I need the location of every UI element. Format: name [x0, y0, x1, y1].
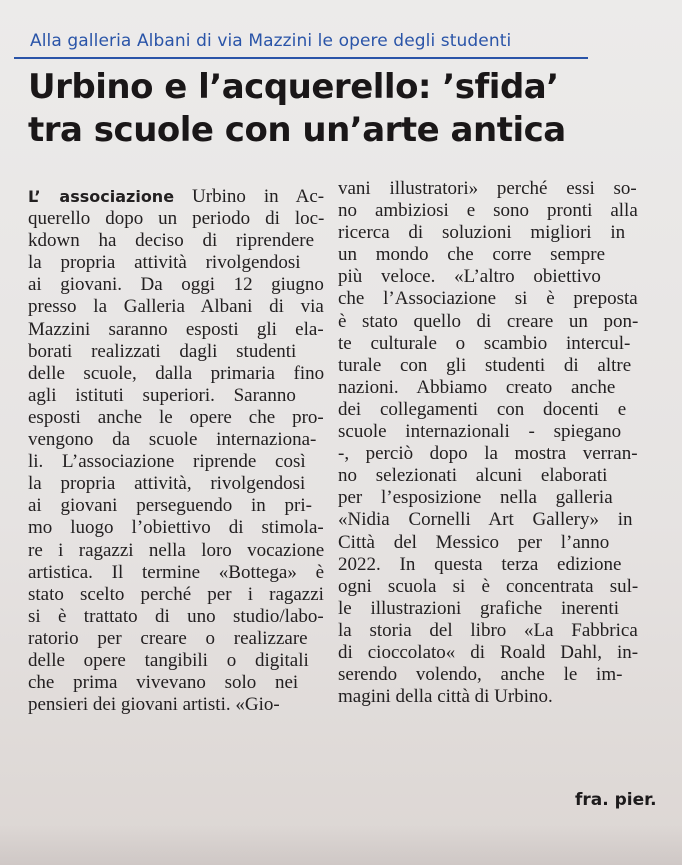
text-line: nazioni. Abbiamo creato anche	[338, 376, 616, 398]
text-line: Mazzini saranno esposti gli ela-	[28, 318, 324, 340]
text-line: un mondo che corre sempre	[338, 244, 606, 266]
text-line: delle scuole, dalla primaria fino	[28, 362, 325, 384]
text-line: kdown ha deciso di riprendere	[28, 230, 315, 252]
author-signature: fra. pier.	[575, 790, 657, 810]
text-line: presso la Galleria Albani di via	[28, 296, 324, 318]
text-line: -, perciò dopo la mostra verran-	[338, 443, 638, 465]
text-line: le illustrazioni grafiche inerenti	[338, 597, 619, 619]
article-column-right	[338, 178, 638, 708]
text-line: Città del Messico per l’anno	[338, 531, 610, 553]
text-line: esposti anche le opere che pro-	[28, 406, 324, 428]
text-line: scuole internazionali - spiegano	[338, 421, 622, 443]
text-line: ai giovani. Da oggi 12 giugno	[28, 274, 324, 296]
text-line: magini della città di Urbino.	[338, 686, 553, 708]
text-line: serendo volendo, anche le im-	[338, 664, 623, 686]
text-line: la storia del libro «La Fabbrica	[338, 619, 638, 641]
text-line: querello dopo un periodo di loc-	[28, 208, 325, 230]
kicker-underline	[14, 57, 588, 59]
text-line: ogni scuola si è concentrata sul-	[338, 575, 639, 597]
text-line: più veloce. «L’altro obiettivo	[338, 266, 601, 288]
page-shadow	[0, 825, 682, 865]
lead-words: L’ associazione	[28, 187, 175, 206]
text-line: te culturale o scambio intercul-	[338, 332, 631, 354]
text-line: artistica. Il termine «Bottega» è	[28, 561, 325, 583]
text-line: vengono da scuole internaziona-	[28, 429, 317, 451]
article-column-left	[28, 186, 324, 716]
text-line: stato scelto perché per i ragazzi	[28, 583, 324, 605]
text-line	[28, 186, 324, 208]
article-kicker: Alla galleria Albani di via Mazzini le opere degli studenti	[30, 31, 512, 51]
text-line: borati realizzati dagli studenti	[28, 340, 297, 362]
text-line: è stato quello di creare un pon-	[338, 310, 639, 332]
article-headline	[28, 66, 566, 152]
text-line: agli istituti superiori. Saranno	[28, 384, 296, 406]
text-line: che prima vivevano solo nei	[28, 672, 299, 694]
text-line: delle opere tangibili o digitali	[28, 649, 309, 671]
text-line: che l’Associazione si è preposta	[338, 288, 638, 310]
text-line: re i ragazzi nella loro vocazione	[28, 539, 325, 561]
text-line: ai giovani perseguendo in pri-	[28, 495, 312, 517]
text-line: di cioccolato« di Roald Dahl, in-	[338, 641, 639, 663]
headline-line-1: Urbino e l’acquerello: ’sfida’	[28, 67, 559, 107]
text-line-rest: Urbino in Ac-	[174, 186, 325, 207]
text-line: per l’esposizione nella galleria	[338, 487, 613, 509]
text-line: dei collegamenti con docenti e	[338, 398, 627, 420]
text-line: la propria attività rivolgendosi	[28, 252, 301, 274]
text-line: turale con gli studenti di altre	[338, 354, 632, 376]
text-line: «Nidia Cornelli Art Gallery» in	[338, 509, 633, 531]
text-line: si è trattato di uno studio/labo-	[28, 605, 324, 627]
text-line: 2022. In questa terza edizione	[338, 553, 622, 575]
text-line: pensieri dei giovani artisti. «Gio-	[28, 694, 280, 716]
text-line: ricerca di soluzioni migliori in	[338, 222, 626, 244]
text-line: vani illustratori» perché essi so-	[338, 178, 637, 199]
headline-line-2: tra scuole con un’arte antica	[28, 110, 566, 150]
text-line: li. L’associazione riprende così	[28, 451, 306, 473]
text-line: no selezionati alcuni elaborati	[338, 465, 608, 487]
text-line: no ambiziosi e sono pronti alla	[338, 200, 638, 222]
text-line: mo luogo l’obiettivo di stimola-	[28, 517, 324, 539]
text-line: la propria attività, rivolgendosi	[28, 473, 306, 495]
text-line: ratorio per creare o realizzare	[28, 627, 308, 649]
